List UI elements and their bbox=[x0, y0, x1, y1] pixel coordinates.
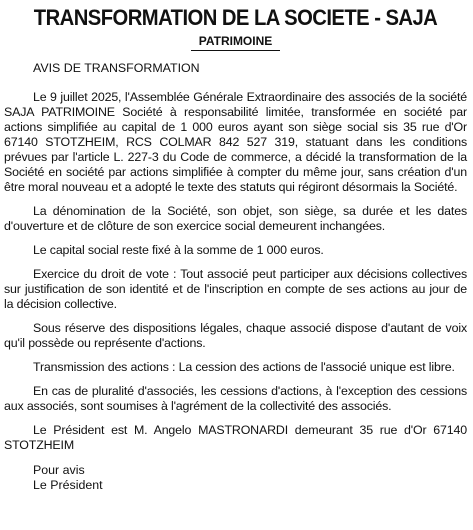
closing-pour-avis: Pour avis bbox=[33, 463, 85, 477]
paragraph-president: Le Président est M. Angelo MASTRONARDI demeurant 35 rue d'Or 67140 STOTZHEIM bbox=[4, 423, 467, 452]
subtitle-container bbox=[4, 32, 467, 51]
closing-block bbox=[33, 463, 467, 493]
notice-subtitle: PATRIMOINE bbox=[191, 34, 281, 51]
paragraph-transformation: Le 9 juillet 2025, l'Assemblée Générale Extraordinaire des associés de la société SAJA PATRIMOINE Société à responsabilité limitée, transformée en société par actions simplifiée au capital de 1 000 euros ayant son siège social sis 35 rue d'Or 67140 STOTZHEIM, RCS COLMAR 842 527 319, statuant dans les conditions prévues par l'article L. 227-3 du Code de commerce, a décidé la transformation de la Société en société par actions simplifiée à compter du même jour, sans création d'un être moral nouveau et a adopté le texte des statuts qui régiront désormais la Société. bbox=[4, 90, 467, 194]
closing-signatory: Le Président bbox=[33, 478, 103, 492]
notice-title: TRANSFORMATION DE LA SOCIETE - SAJA bbox=[33, 5, 438, 30]
paragraph-denomination: La dénomination de la Société, son objet, son siège, sa durée et les dates d'ouverture et de clôture de son exercice social demeurent inchangées. bbox=[4, 204, 467, 233]
paragraph-share-transfer: Transmission des actions : La cession des actions de l'associé unique est libre. bbox=[33, 360, 455, 374]
paragraph-capital: Le capital social reste fixé à la somme de 1 000 euros. bbox=[33, 243, 324, 257]
paragraph-votes: Sous réserve des dispositions légales, chaque associé dispose d'autant de voix qu'il possède ou représente d'actions. bbox=[4, 321, 467, 350]
paragraph-voting-rights: Exercice du droit de vote : Tout associé peut participer aux décisions collectives sur justification de son identité et de l'inscription en compte de ses actions au jour de la décision collective. bbox=[4, 267, 467, 311]
notice-heading: AVIS DE TRANSFORMATION bbox=[33, 61, 200, 75]
paragraph-approval: En cas de pluralité d'associés, les cessions d'actions, à l'exception des cessions aux associés, sont soumises à l'agrément de la collectivité des associés. bbox=[4, 384, 467, 413]
